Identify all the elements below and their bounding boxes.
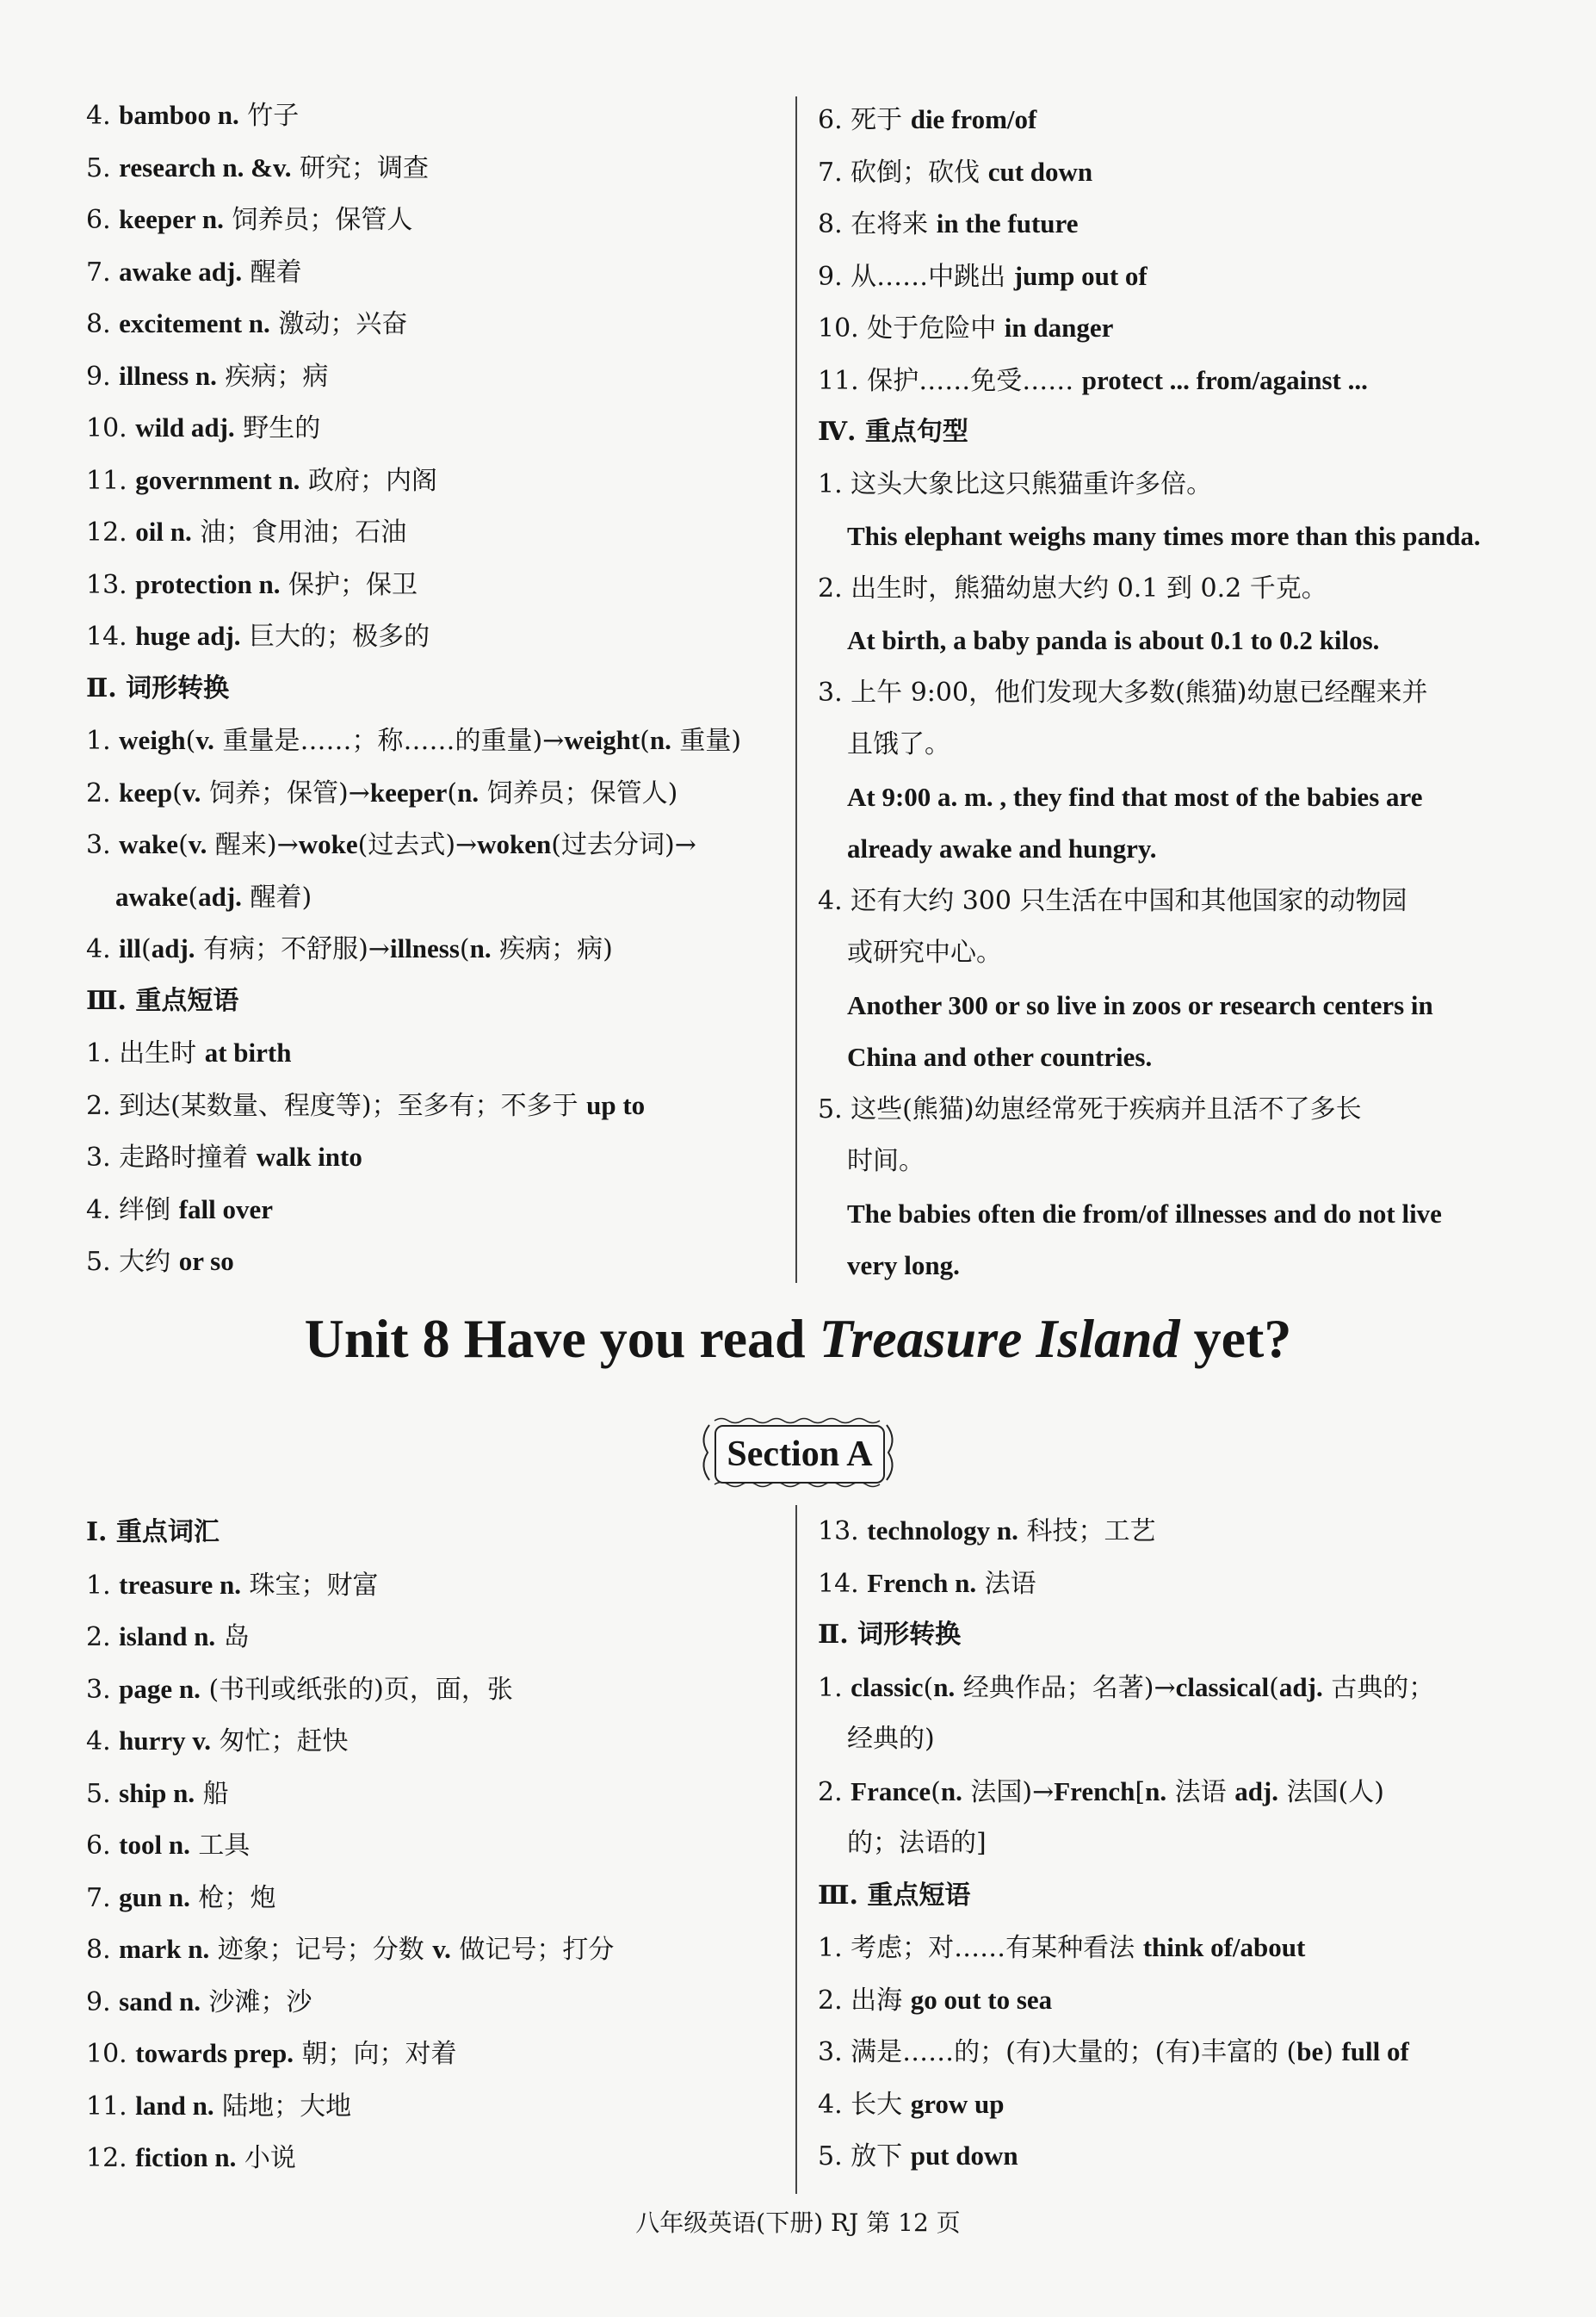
list-item-continuation: 时间。 (847, 1146, 925, 1176)
list-item: 9. 从……中跳出 jump out of (818, 260, 1148, 292)
list-item: 4. ill(adj. 有病；不舒服)→illness(n. 疾病；病) (86, 933, 613, 964)
list-item: 1. classic(n. 经典作品；名著)→classical(adj. 古典的； (818, 1671, 1435, 1703)
list-item: 3. 走路时撞着 walk into (86, 1142, 362, 1173)
section-heading: Ⅲ. 重点短语 (818, 1880, 971, 1911)
list-item-continuation: 经典的) (847, 1724, 935, 1754)
list-item-continuation: 的；法语的] (847, 1828, 987, 1858)
list-item: 7. gun n. 枪；炮 (86, 1881, 276, 1913)
list-item: 3. 上午 9:00，他们发现大多数(熊猫)幼崽已经醒来并 (818, 677, 1428, 708)
section-heading: Ⅲ. 重点短语 (86, 985, 239, 1016)
list-item: 2. France(n. 法国)→French[n. 法语 adj. 法国(人) (818, 1775, 1384, 1807)
list-item: 6. tool n. 工具 (86, 1830, 251, 1861)
list-item: 4. 绊倒 fall over (86, 1193, 274, 1225)
list-item: 12. oil n. 油；食用油；石油 (86, 517, 407, 548)
list-item: 2. island n. 岛 (86, 1621, 250, 1652)
list-item: 5. 放下 put down (818, 2140, 1018, 2171)
section-heading: Ⅱ. 词形转换 (818, 1620, 962, 1650)
list-item: 3. page n. (书刊或纸张的)页，面，张 (86, 1673, 513, 1705)
list-item: 2. 出生时，熊猫幼崽大约 0.1 到 0.2 千克。 (818, 573, 1327, 604)
list-item: 1. 考虑；对……有某种看法 think of/about (818, 1932, 1306, 1963)
list-item: 5. 这些(熊猫)幼崽经常死于疾病并且活不了多长 (818, 1093, 1362, 1124)
bottom-right-column (818, 1505, 1515, 2183)
list-item-continuation: very long. (847, 1250, 960, 1280)
list-item-continuation: The babies often die from/of illnesses and do not live (847, 1198, 1442, 1229)
list-item: 8. mark n. 迹象；记号；分数 v. 做记号；打分 (86, 1934, 615, 1965)
list-item-continuation: 且饿了。 (847, 729, 950, 759)
list-item: 11. 保护……免受…… protect ... from/against ... (818, 364, 1368, 396)
list-item-continuation: already awake and hungry. (847, 833, 1157, 864)
list-item: 1. 这头大象比这只熊猫重许多倍。 (818, 468, 1213, 499)
list-item: 2. 到达(某数量、程度等)；至多有；不多于 up to (86, 1089, 646, 1121)
bottom-left-column (86, 1507, 775, 2184)
list-item: 10. 处于危险中 in danger (818, 313, 1114, 344)
list-item: 3. wake(v. 醒来)→woke(过去式)→woken(过去分词)→ (86, 829, 696, 860)
list-item: 1. 出生时 at birth (86, 1038, 292, 1069)
list-item: 11. government n. 政府；内阁 (86, 464, 437, 496)
list-item-continuation: At birth, a baby panda is about 0.1 to 0.2 kilos. (847, 625, 1380, 655)
list-item: 2. 出海 go out to sea (818, 1984, 1053, 2016)
list-item: 4. 还有大约 300 只生活在中国和其他国家的动物园 (818, 885, 1407, 916)
list-item: 6. keeper n. 饲养员；保管人 (86, 204, 413, 235)
list-item: 11. land n. 陆地；大地 (86, 2090, 352, 2122)
section-badge (697, 1416, 899, 1489)
list-item: 2. keep(v. 饲养；保管)→keeper(n. 饲养员；保管人) (86, 777, 678, 808)
list-item: 13. protection n. 保护；保卫 (86, 568, 418, 600)
list-item: 4. 长大 grow up (818, 2088, 1005, 2120)
column-divider (795, 96, 797, 1283)
list-item: 4. bamboo n. 竹子 (86, 100, 300, 131)
list-item: 7. 砍倒；砍伐 cut down (818, 156, 1093, 188)
list-item-continuation: This elephant weighs many times more than this panda. (847, 521, 1481, 551)
list-item-continuation: China and other countries. (847, 1042, 1153, 1072)
top-left-column (86, 90, 775, 1288)
list-item: 8. excitement n. 激动；兴奋 (86, 308, 408, 339)
column-divider-lower (795, 1505, 797, 2194)
list-item: 10. wild adj. 野生的 (86, 412, 321, 443)
list-item: 14. French n. 法语 (818, 1567, 1036, 1599)
list-item: 3. 满是……的；(有)大量的；(有)丰富的 (be) full of (818, 2036, 1409, 2067)
top-right-column (818, 94, 1515, 1292)
list-item: 1. treasure n. 珠宝；财富 (86, 1569, 379, 1601)
list-item: 1. weigh(v. 重量是……；称……的重量)→weight(n. 重量) (86, 725, 742, 756)
page-footer: 八年级英语(下册) RJ 第 12 页 (635, 2209, 961, 2237)
list-item: 12. fiction n. 小说 (86, 2142, 296, 2173)
list-item-continuation: 或研究中心。 (847, 938, 1002, 968)
list-item: 13. technology n. 科技；工艺 (818, 1515, 1156, 1546)
list-item: 5. ship n. 船 (86, 1777, 229, 1809)
section-label: Section A (714, 1425, 885, 1484)
list-item: 4. hurry v. 匆忙；赶快 (86, 1725, 349, 1756)
unit-title-prefix: Unit 8 Have you read (304, 1308, 820, 1369)
list-item: 6. 死于 die from/of (818, 104, 1037, 135)
list-item: 7. awake adj. 醒着 (86, 256, 302, 288)
list-item: 10. towards prep. 朝；向；对着 (86, 2038, 457, 2069)
list-item: 14. huge adj. 巨大的；极多的 (86, 621, 430, 652)
unit-title-book: Treasure Island (819, 1308, 1180, 1369)
unit-title (0, 1300, 1596, 1378)
list-item: 9. illness n. 疾病；病 (86, 360, 329, 392)
unit-title-suffix: yet? (1179, 1308, 1292, 1369)
list-item-continuation: Another 300 or so live in zoos or research centers in (847, 989, 1433, 1020)
section-heading: Ⅱ. 词形转换 (86, 672, 230, 703)
list-item: 9. sand n. 沙滩；沙 (86, 1986, 312, 2017)
list-item: 8. 在将来 in the future (818, 208, 1079, 239)
list-item: 5. research n. &v. 研究；调查 (86, 152, 430, 183)
list-item: 5. 大约 or so (86, 1246, 234, 1277)
list-item-continuation: awake(adj. 醒着) (115, 881, 312, 913)
section-heading: Ⅳ. 重点句型 (818, 417, 968, 447)
section-heading: Ⅰ. 重点词汇 (86, 1517, 220, 1547)
list-item-continuation: At 9:00 a. m. , they find that most of the babies are (847, 781, 1423, 812)
